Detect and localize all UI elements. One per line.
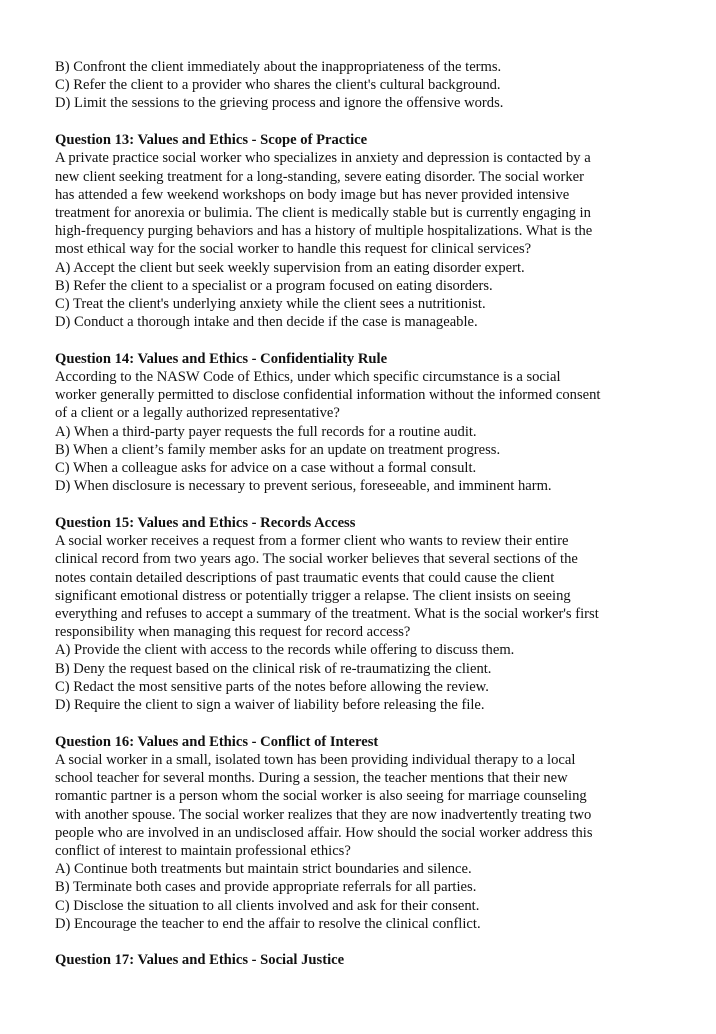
document-page xyxy=(55,58,665,988)
answer-option: D) Encourage the teacher to end the affair to resolve the clinical conflict. xyxy=(55,915,481,932)
question-stem-line: According to the NASW Code of Ethics, under which specific circumstance is a social xyxy=(55,369,561,386)
answer-option: B) Confront the client immediately about the inappropriateness of the terms. xyxy=(55,59,502,75)
question-stem-line: responsibility when managing this request for record access? xyxy=(55,624,411,641)
answer-option: C) Disclose the situation to all clients involved and ask for their consent. xyxy=(55,897,480,914)
answer-option: A) Continue both treatments but maintain strict boundaries and silence. xyxy=(55,861,472,878)
question-stem-line: conflict of interest to maintain professional ethics? xyxy=(55,842,351,859)
question-stem-line: A social worker in a small, isolated town has been providing individual therapy to a local xyxy=(55,751,576,768)
answer-option: B) Terminate both cases and provide appropriate referrals for all parties. xyxy=(55,879,477,896)
answer-option: A) Accept the client but seek weekly supervision from an eating disorder expert. xyxy=(55,259,525,276)
question-stem-line: worker generally permitted to disclose confidential information without the informed consent xyxy=(55,387,601,404)
question-stem-line: romantic partner is a person whom the social worker is also seeing for marriage counseling xyxy=(55,788,587,805)
answer-option: D) Conduct a thorough intake and then decide if the case is manageable. xyxy=(55,314,478,331)
question-stem-line: treatment for anorexia or bulimia. The client is medically stable but is currently engaging in xyxy=(55,204,591,221)
answer-option: C) Redact the most sensitive parts of the notes before allowing the review. xyxy=(55,678,489,695)
question-heading: Question 14: Values and Ethics - Confidentiality Rule xyxy=(55,350,388,367)
answer-option: A) Provide the client with access to the records while offering to discuss them. xyxy=(55,642,515,659)
question-12-fragment xyxy=(55,58,665,113)
question-heading: Question 17: Values and Ethics - Social Justice xyxy=(55,952,345,969)
question-stem-line: with another spouse. The social worker realizes that they are now inadvertently treating two xyxy=(55,806,592,823)
question-15 xyxy=(55,514,665,714)
question-stem-line: high-frequency purging behaviors and has a history of multiple hospitalizations. What is the xyxy=(55,223,593,240)
answer-option: C) Refer the client to a provider who shares the client's cultural background. xyxy=(55,77,501,94)
question-17 xyxy=(55,951,665,969)
question-heading: Question 13: Values and Ethics - Scope of Practice xyxy=(55,132,368,149)
answer-option: D) When disclosure is necessary to prevent serious, foreseeable, and imminent harm. xyxy=(55,478,552,495)
question-stem-line: has attended a few weekend workshops on body image but has never provided intensive xyxy=(55,186,570,203)
question-stem-line: school teacher for several months. During a session, the teacher mentions that their new xyxy=(55,770,568,787)
question-heading: Question 16: Values and Ethics - Conflict of Interest xyxy=(55,733,379,750)
question-14 xyxy=(55,350,665,496)
answer-option: B) Refer the client to a specialist or a program focused on eating disorders. xyxy=(55,277,493,294)
question-stem-line: most ethical way for the social worker to handle this request for clinical services? xyxy=(55,241,532,258)
question-16 xyxy=(55,733,665,933)
answer-option: C) When a colleague asks for advice on a case without a formal consult. xyxy=(55,460,477,477)
question-stem-line: people who are involved in an undisclosed affair. How should the social worker address this xyxy=(55,824,593,841)
question-stem-line: significant emotional distress or potentially trigger a relapse. The client insists on seeing xyxy=(55,587,571,604)
answer-option: D) Require the client to sign a waiver of liability before releasing the file. xyxy=(55,697,485,713)
answer-option: C) Treat the client's underlying anxiety while the client sees a nutritionist. xyxy=(55,295,486,312)
question-stem-line: clinical record from two years ago. The social worker believes that several sections of the xyxy=(55,551,578,568)
question-heading: Question 15: Values and Ethics - Records Access xyxy=(55,514,356,531)
question-13 xyxy=(55,131,665,331)
answer-option: B) When a client’s family member asks for an update on treatment progress. xyxy=(55,441,501,458)
answer-option: A) When a third-party payer requests the full records for a routine audit. xyxy=(55,423,477,440)
question-stem-line: new client seeking treatment for a long-standing, severe eating disorder. The social worker xyxy=(55,168,584,185)
question-stem-line: of a client or a legally authorized representative? xyxy=(55,405,340,422)
answer-option: D) Limit the sessions to the grieving process and ignore the offensive words. xyxy=(55,95,504,112)
question-stem-line: A social worker receives a request from a former client who wants to review their entire xyxy=(55,533,569,550)
question-stem-line: everything and refuses to accept a summary of the treatment. What is the social worker's first xyxy=(55,605,599,622)
answer-option: B) Deny the request based on the clinical risk of re-traumatizing the client. xyxy=(55,660,492,677)
question-stem-line: notes contain detailed descriptions of past traumatic events that could cause the client xyxy=(55,569,555,586)
question-stem-line: A private practice social worker who specializes in anxiety and depression is contacted by a xyxy=(55,150,591,167)
